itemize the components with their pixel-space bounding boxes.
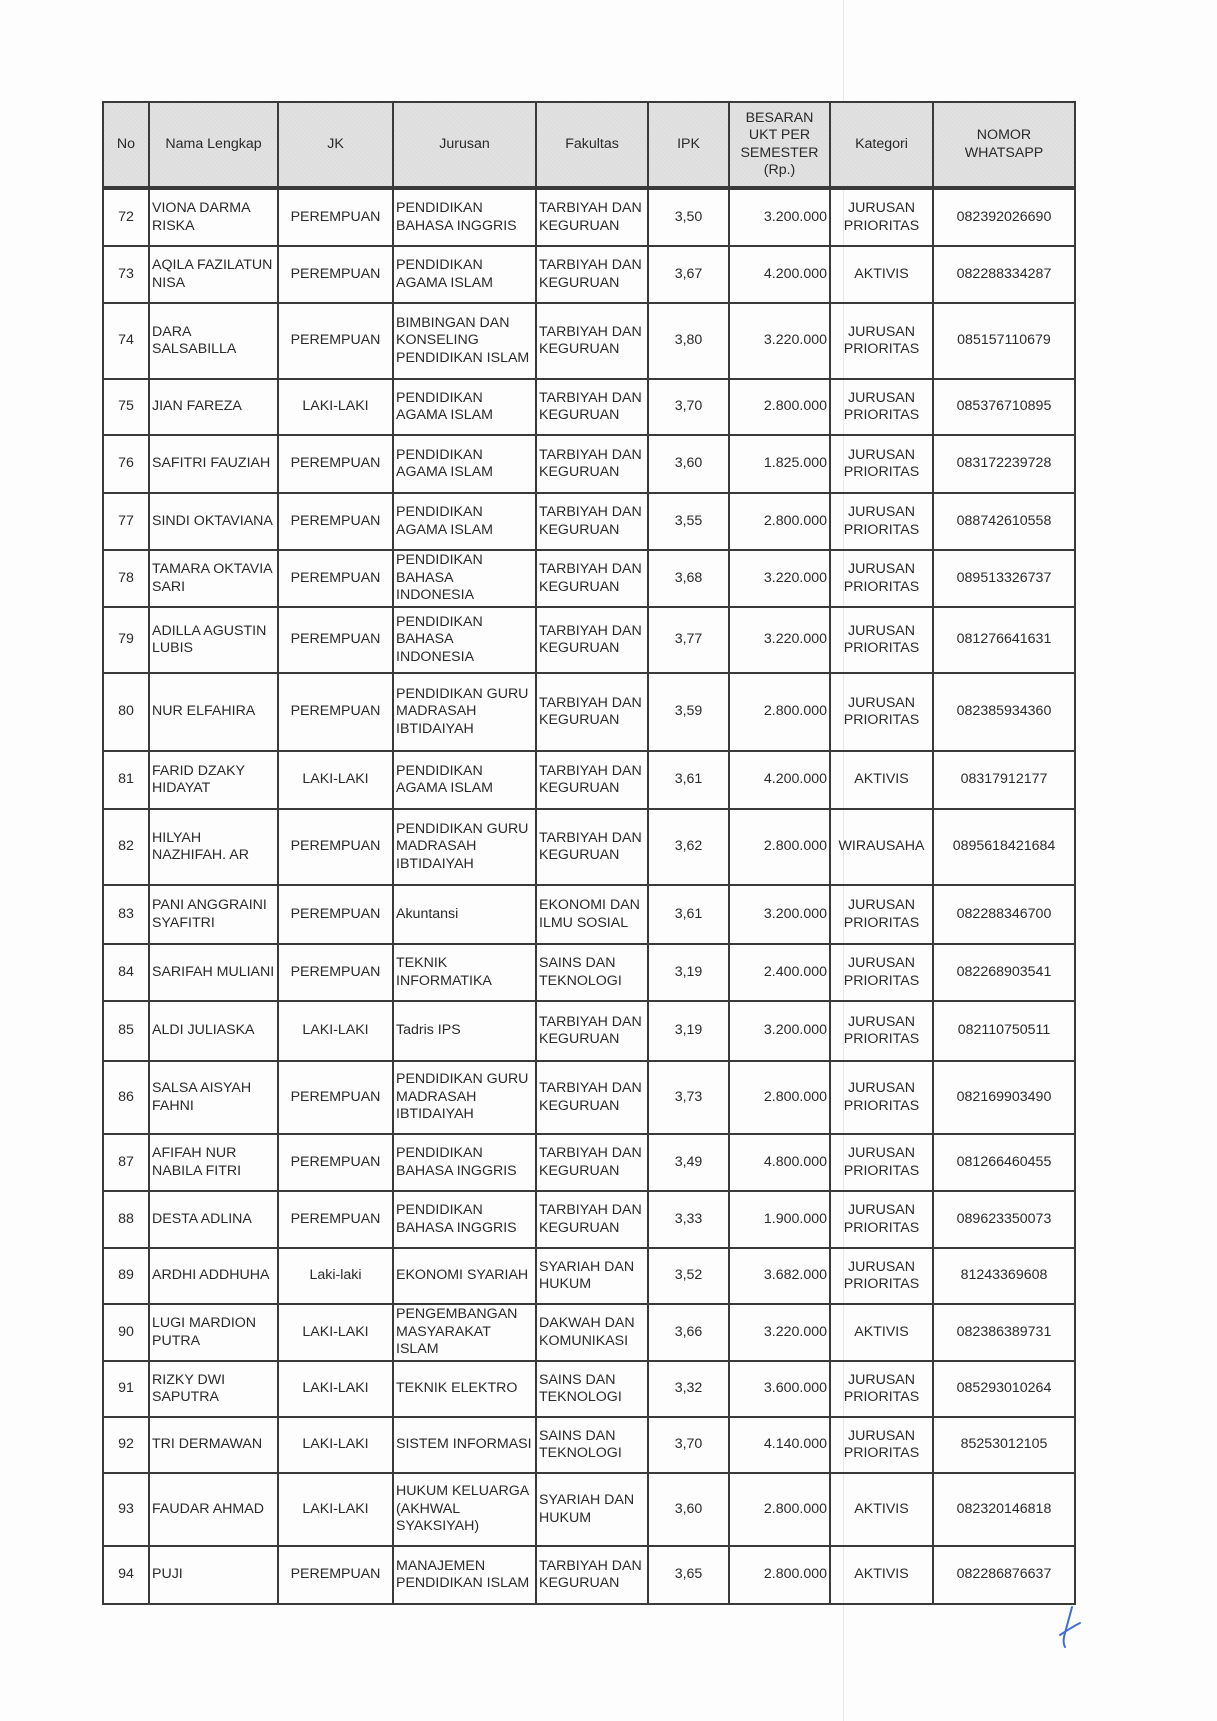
row-jk: LAKI-LAKI (278, 1001, 393, 1061)
row-fakultas: TARBIYAH DAN KEGURUAN (536, 493, 648, 550)
row-whatsapp: 082268903541 (933, 944, 1075, 1001)
row-kategori: JURUSAN PRIORITAS (830, 1001, 933, 1061)
row-whatsapp: 089513326737 (933, 550, 1075, 607)
row-jk: PEREMPUAN (278, 809, 393, 885)
header-jurusan: Jurusan (393, 102, 536, 188)
row-jurusan: MANAJEMEN PENDIDIKAN ISLAM (393, 1546, 536, 1604)
row-whatsapp: 082320146818 (933, 1473, 1075, 1546)
row-fakultas: TARBIYAH DAN KEGURUAN (536, 435, 648, 493)
row-ukt: 3.200.000 (729, 1001, 830, 1061)
row-no: 80 (103, 673, 149, 751)
row-fakultas: TARBIYAH DAN KEGURUAN (536, 1191, 648, 1248)
row-kategori: JURUSAN PRIORITAS (830, 1134, 933, 1191)
row-ukt: 3.600.000 (729, 1361, 830, 1417)
row-no: 77 (103, 493, 149, 550)
row-no: 76 (103, 435, 149, 493)
row-fakultas: TARBIYAH DAN KEGURUAN (536, 809, 648, 885)
row-jk: PEREMPUAN (278, 607, 393, 673)
header-jk: JK (278, 102, 393, 188)
row-jk: LAKI-LAKI (278, 1361, 393, 1417)
row-jurusan: SISTEM INFORMASI (393, 1417, 536, 1473)
row-nama: AQILA FAZILATUN NISA (149, 246, 278, 303)
row-whatsapp: 082169903490 (933, 1061, 1075, 1134)
row-jurusan: TEKNIK ELEKTRO (393, 1361, 536, 1417)
row-fakultas: TARBIYAH DAN KEGURUAN (536, 379, 648, 435)
table-row (103, 550, 1075, 607)
row-nama: PUJI (149, 1546, 278, 1604)
row-jk: LAKI-LAKI (278, 379, 393, 435)
row-kategori: JURUSAN PRIORITAS (830, 435, 933, 493)
row-jk: PEREMPUAN (278, 246, 393, 303)
row-ipk: 3,80 (648, 303, 729, 379)
row-nama: VIONA DARMA RISKA (149, 188, 278, 246)
table-row (103, 1191, 1075, 1248)
row-ipk: 3,67 (648, 246, 729, 303)
row-ipk: 3,66 (648, 1304, 729, 1361)
row-fakultas: TARBIYAH DAN KEGURUAN (536, 1546, 648, 1604)
row-jurusan: PENDIDIKAN BAHASA INDONESIA (393, 550, 536, 607)
row-kategori: JURUSAN PRIORITAS (830, 944, 933, 1001)
row-kategori: AKTIVIS (830, 1546, 933, 1604)
header-kategori: Kategori (830, 102, 933, 188)
row-kategori: JURUSAN PRIORITAS (830, 303, 933, 379)
row-no: 88 (103, 1191, 149, 1248)
table-row (103, 493, 1075, 550)
row-jk: PEREMPUAN (278, 550, 393, 607)
row-ipk: 3,49 (648, 1134, 729, 1191)
row-nama: LUGI MARDION PUTRA (149, 1304, 278, 1361)
row-nama: FARID DZAKY HIDAYAT (149, 751, 278, 809)
row-no: 90 (103, 1304, 149, 1361)
table-row (103, 1546, 1075, 1604)
row-jurusan: PENDIDIKAN GURU MADRASAH IBTIDAIYAH (393, 1061, 536, 1134)
row-jurusan: EKONOMI SYARIAH (393, 1248, 536, 1304)
row-fakultas: SAINS DAN TEKNOLOGI (536, 1417, 648, 1473)
row-kategori: JURUSAN PRIORITAS (830, 1361, 933, 1417)
row-nama: TRI DERMAWAN (149, 1417, 278, 1473)
row-kategori: JURUSAN PRIORITAS (830, 885, 933, 944)
row-fakultas: TARBIYAH DAN KEGURUAN (536, 751, 648, 809)
row-whatsapp: 082288334287 (933, 246, 1075, 303)
row-whatsapp: 083172239728 (933, 435, 1075, 493)
table-row (103, 1134, 1075, 1191)
header-nama: Nama Lengkap (149, 102, 278, 188)
row-jk: PEREMPUAN (278, 493, 393, 550)
row-whatsapp: 0895618421684 (933, 809, 1075, 885)
row-no: 87 (103, 1134, 149, 1191)
header-fakultas: Fakultas (536, 102, 648, 188)
table-row (103, 303, 1075, 379)
row-ipk: 3,62 (648, 809, 729, 885)
row-whatsapp: 08317912177 (933, 751, 1075, 809)
row-nama: HILYAH NAZHIFAH. AR (149, 809, 278, 885)
row-nama: SALSA AISYAH FAHNI (149, 1061, 278, 1134)
header-ukt: BESARAN UKT PER SEMESTER (Rp.) (729, 102, 830, 188)
row-nama: TAMARA OKTAVIA SARI (149, 550, 278, 607)
row-ukt: 3.200.000 (729, 188, 830, 246)
row-fakultas: SAINS DAN TEKNOLOGI (536, 1361, 648, 1417)
row-jurusan: PENDIDIKAN AGAMA ISLAM (393, 751, 536, 809)
row-no: 93 (103, 1473, 149, 1546)
row-jurusan: Akuntansi (393, 885, 536, 944)
row-whatsapp: 082110750511 (933, 1001, 1075, 1061)
row-jk: PEREMPUAN (278, 435, 393, 493)
row-jk: LAKI-LAKI (278, 751, 393, 809)
row-jurusan: PENGEMBANGAN MASYARAKAT ISLAM (393, 1304, 536, 1361)
table-row (103, 1417, 1075, 1473)
row-jurusan: PENDIDIKAN AGAMA ISLAM (393, 246, 536, 303)
row-fakultas: DAKWAH DAN KOMUNIKASI (536, 1304, 648, 1361)
row-nama: PANI ANGGRAINI SYAFITRI (149, 885, 278, 944)
row-ipk: 3,19 (648, 1001, 729, 1061)
row-jurusan: Tadris IPS (393, 1001, 536, 1061)
row-kategori: JURUSAN PRIORITAS (830, 188, 933, 246)
row-whatsapp: 082386389731 (933, 1304, 1075, 1361)
row-kategori: JURUSAN PRIORITAS (830, 1248, 933, 1304)
table-row (103, 188, 1075, 246)
row-fakultas: TARBIYAH DAN KEGURUAN (536, 188, 648, 246)
row-whatsapp: 088742610558 (933, 493, 1075, 550)
table-row (103, 1248, 1075, 1304)
row-jk: PEREMPUAN (278, 673, 393, 751)
student-data-table (102, 101, 1076, 1605)
row-kategori: JURUSAN PRIORITAS (830, 493, 933, 550)
row-whatsapp: 082385934360 (933, 673, 1075, 751)
row-nama: ADILLA AGUSTIN LUBIS (149, 607, 278, 673)
header-no: No (103, 102, 149, 188)
row-kategori: JURUSAN PRIORITAS (830, 1417, 933, 1473)
row-nama: SAFITRI FAUZIAH (149, 435, 278, 493)
row-jk: PEREMPUAN (278, 1191, 393, 1248)
row-no: 83 (103, 885, 149, 944)
row-no: 79 (103, 607, 149, 673)
row-whatsapp: 085157110679 (933, 303, 1075, 379)
row-kategori: JURUSAN PRIORITAS (830, 379, 933, 435)
row-nama: ARDHI ADDHUHA (149, 1248, 278, 1304)
row-ukt: 2.800.000 (729, 1546, 830, 1604)
row-jk: PEREMPUAN (278, 1061, 393, 1134)
row-jurusan: PENDIDIKAN AGAMA ISLAM (393, 493, 536, 550)
table-row (103, 379, 1075, 435)
row-ipk: 3,55 (648, 493, 729, 550)
row-ipk: 3,33 (648, 1191, 729, 1248)
row-kategori: JURUSAN PRIORITAS (830, 1061, 933, 1134)
row-jk: PEREMPUAN (278, 944, 393, 1001)
row-ukt: 4.140.000 (729, 1417, 830, 1473)
row-jk: LAKI-LAKI (278, 1304, 393, 1361)
row-jk: PEREMPUAN (278, 303, 393, 379)
row-no: 86 (103, 1061, 149, 1134)
row-kategori: AKTIVIS (830, 1304, 933, 1361)
row-whatsapp: 082392026690 (933, 188, 1075, 246)
row-fakultas: TARBIYAH DAN KEGURUAN (536, 1134, 648, 1191)
table-row (103, 885, 1075, 944)
row-no: 84 (103, 944, 149, 1001)
row-jurusan: PENDIDIKAN BAHASA INGGRIS (393, 188, 536, 246)
row-jurusan: PENDIDIKAN BAHASA INGGRIS (393, 1191, 536, 1248)
row-fakultas: SYARIAH DAN HUKUM (536, 1248, 648, 1304)
row-fakultas: TARBIYAH DAN KEGURUAN (536, 1061, 648, 1134)
row-ipk: 3,77 (648, 607, 729, 673)
row-ukt: 2.800.000 (729, 809, 830, 885)
row-kategori: AKTIVIS (830, 246, 933, 303)
row-jk: LAKI-LAKI (278, 1473, 393, 1546)
row-ukt: 3.220.000 (729, 303, 830, 379)
row-fakultas: TARBIYAH DAN KEGURUAN (536, 303, 648, 379)
row-jurusan: PENDIDIKAN AGAMA ISLAM (393, 435, 536, 493)
row-nama: JIAN FAREZA (149, 379, 278, 435)
row-ukt: 4.800.000 (729, 1134, 830, 1191)
row-kategori: JURUSAN PRIORITAS (830, 673, 933, 751)
row-fakultas: SYARIAH DAN HUKUM (536, 1473, 648, 1546)
row-fakultas: SAINS DAN TEKNOLOGI (536, 944, 648, 1001)
row-jk: Laki-laki (278, 1248, 393, 1304)
row-fakultas: TARBIYAH DAN KEGURUAN (536, 246, 648, 303)
row-jurusan: PENDIDIKAN BAHASA INGGRIS (393, 1134, 536, 1191)
row-no: 74 (103, 303, 149, 379)
row-jurusan: PENDIDIKAN AGAMA ISLAM (393, 379, 536, 435)
row-ukt: 3.220.000 (729, 607, 830, 673)
table-row (103, 944, 1075, 1001)
row-fakultas: TARBIYAH DAN KEGURUAN (536, 607, 648, 673)
row-no: 92 (103, 1417, 149, 1473)
row-kategori: WIRAUSAHA (830, 809, 933, 885)
row-jurusan: PENDIDIKAN GURU MADRASAH IBTIDAIYAH (393, 673, 536, 751)
row-ukt: 3.220.000 (729, 1304, 830, 1361)
header-ipk: IPK (648, 102, 729, 188)
row-no: 73 (103, 246, 149, 303)
row-fakultas: EKONOMI DAN ILMU SOSIAL (536, 885, 648, 944)
table-row (103, 1061, 1075, 1134)
row-ipk: 3,50 (648, 188, 729, 246)
table-row (103, 607, 1075, 673)
row-kategori: AKTIVIS (830, 1473, 933, 1546)
row-kategori: JURUSAN PRIORITAS (830, 1191, 933, 1248)
row-jk: LAKI-LAKI (278, 1417, 393, 1473)
row-ipk: 3,60 (648, 1473, 729, 1546)
row-whatsapp: 085293010264 (933, 1361, 1075, 1417)
row-ukt: 2.800.000 (729, 1473, 830, 1546)
row-ukt: 2.800.000 (729, 673, 830, 751)
row-ukt: 2.800.000 (729, 379, 830, 435)
row-ukt: 2.400.000 (729, 944, 830, 1001)
table-row (103, 751, 1075, 809)
row-fakultas: TARBIYAH DAN KEGURUAN (536, 1001, 648, 1061)
row-no: 81 (103, 751, 149, 809)
row-no: 72 (103, 188, 149, 246)
table-row (103, 435, 1075, 493)
row-ipk: 3,70 (648, 379, 729, 435)
row-jk: PEREMPUAN (278, 1134, 393, 1191)
row-ipk: 3,59 (648, 673, 729, 751)
row-jurusan: PENDIDIKAN GURU MADRASAH IBTIDAIYAH (393, 809, 536, 885)
row-ipk: 3,61 (648, 751, 729, 809)
row-jurusan: BIMBINGAN DAN KONSELING PENDIDIKAN ISLAM (393, 303, 536, 379)
row-kategori: AKTIVIS (830, 751, 933, 809)
row-fakultas: TARBIYAH DAN KEGURUAN (536, 550, 648, 607)
table-row (103, 1001, 1075, 1061)
row-whatsapp: 082286876637 (933, 1546, 1075, 1604)
row-ukt: 3.682.000 (729, 1248, 830, 1304)
row-nama: DESTA ADLINA (149, 1191, 278, 1248)
row-whatsapp: 81243369608 (933, 1248, 1075, 1304)
row-ipk: 3,60 (648, 435, 729, 493)
row-ukt: 4.200.000 (729, 751, 830, 809)
row-ipk: 3,65 (648, 1546, 729, 1604)
row-ukt: 3.220.000 (729, 550, 830, 607)
row-ukt: 1.900.000 (729, 1191, 830, 1248)
row-whatsapp: 081276641631 (933, 607, 1075, 673)
table-row (103, 1304, 1075, 1361)
row-ipk: 3,32 (648, 1361, 729, 1417)
row-jk: PEREMPUAN (278, 1546, 393, 1604)
row-fakultas: TARBIYAH DAN KEGURUAN (536, 673, 648, 751)
row-whatsapp: 85253012105 (933, 1417, 1075, 1473)
row-no: 75 (103, 379, 149, 435)
row-ipk: 3,73 (648, 1061, 729, 1134)
row-kategori: JURUSAN PRIORITAS (830, 550, 933, 607)
row-whatsapp: 082288346700 (933, 885, 1075, 944)
table-row (103, 673, 1075, 751)
row-jk: PEREMPUAN (278, 885, 393, 944)
row-ukt: 2.800.000 (729, 493, 830, 550)
header-whatsapp: NOMOR WHATSAPP (933, 102, 1075, 188)
row-ipk: 3,68 (648, 550, 729, 607)
row-ipk: 3,19 (648, 944, 729, 1001)
row-no: 82 (103, 809, 149, 885)
row-nama: AFIFAH NUR NABILA FITRI (149, 1134, 278, 1191)
row-jurusan: HUKUM KELUARGA (AKHWAL SYAKSIYAH) (393, 1473, 536, 1546)
row-jurusan: TEKNIK INFORMATIKA (393, 944, 536, 1001)
row-nama: NUR ELFAHIRA (149, 673, 278, 751)
row-no: 94 (103, 1546, 149, 1604)
table-row (103, 246, 1075, 303)
row-no: 89 (103, 1248, 149, 1304)
row-ukt: 4.200.000 (729, 246, 830, 303)
table-row (103, 809, 1075, 885)
row-nama: SINDI OKTAVIANA (149, 493, 278, 550)
header-row (103, 102, 1075, 188)
row-nama: FAUDAR AHMAD (149, 1473, 278, 1546)
row-nama: RIZKY DWI SAPUTRA (149, 1361, 278, 1417)
row-whatsapp: 085376710895 (933, 379, 1075, 435)
row-whatsapp: 089623350073 (933, 1191, 1075, 1248)
row-no: 85 (103, 1001, 149, 1061)
row-ipk: 3,61 (648, 885, 729, 944)
row-jurusan: PENDIDIKAN BAHASA INDONESIA (393, 607, 536, 673)
row-no: 91 (103, 1361, 149, 1417)
row-ipk: 3,70 (648, 1417, 729, 1473)
row-ukt: 2.800.000 (729, 1061, 830, 1134)
table-body (103, 188, 1075, 1604)
table-row (103, 1361, 1075, 1417)
row-no: 78 (103, 550, 149, 607)
row-jk: PEREMPUAN (278, 188, 393, 246)
row-nama: DARA SALSABILLA (149, 303, 278, 379)
row-whatsapp: 081266460455 (933, 1134, 1075, 1191)
handwritten-check-mark (1058, 1605, 1084, 1649)
row-kategori: JURUSAN PRIORITAS (830, 607, 933, 673)
row-nama: SARIFAH MULIANI (149, 944, 278, 1001)
row-ukt: 3.200.000 (729, 885, 830, 944)
row-ipk: 3,52 (648, 1248, 729, 1304)
table-row (103, 1473, 1075, 1546)
row-nama: ALDI JULIASKA (149, 1001, 278, 1061)
row-ukt: 1.825.000 (729, 435, 830, 493)
